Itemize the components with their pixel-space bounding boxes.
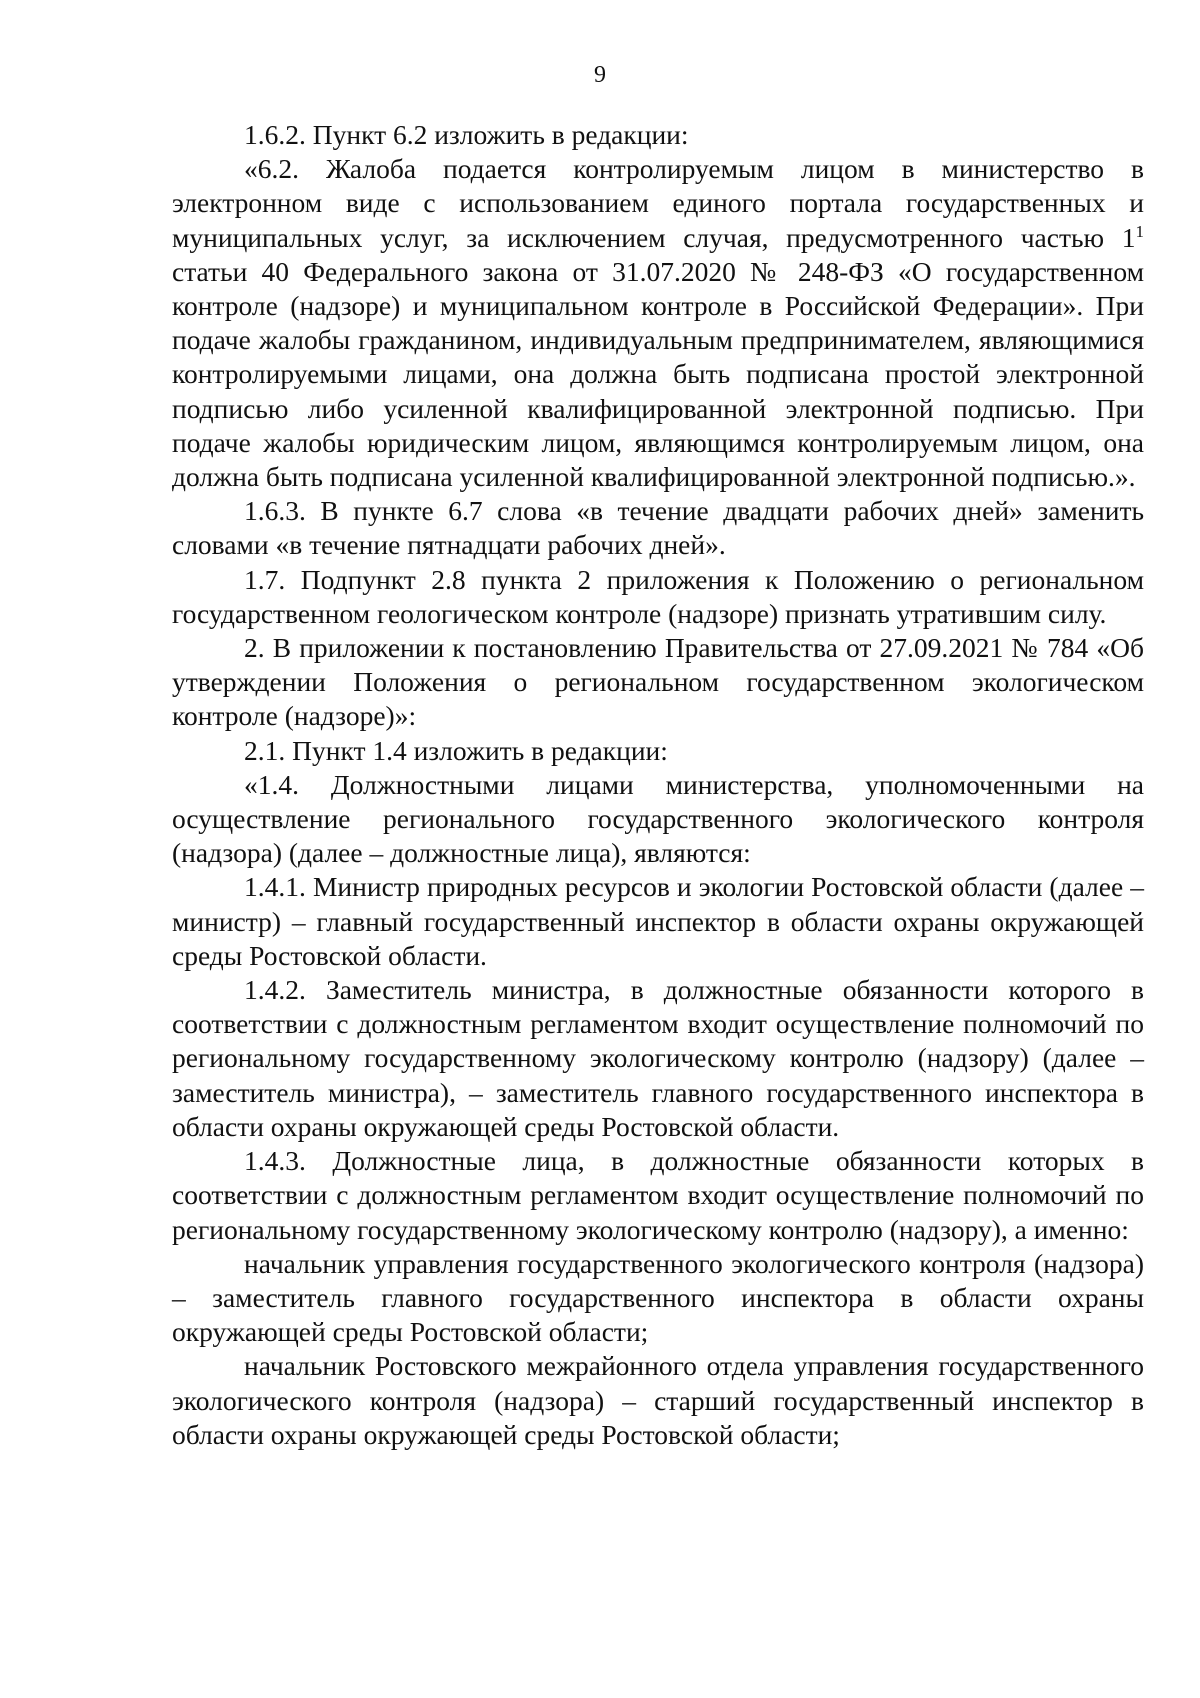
- document-body: [172, 118, 1144, 1452]
- paragraph-2-1: 2.1. Пункт 1.4 изложить в редакции:: [244, 734, 668, 766]
- paragraph-1-6-2: 1.6.2. Пункт 6.2 изложить в редакции:: [244, 119, 689, 150]
- list-item-head-of-rostov-division: начальник Ростовского межрайонного отдела управления государственного экологического контроля (надзора) – старший государственный инспектор в области охраны окружающей среды Ростовской области;: [172, 1350, 1144, 1450]
- paragraph-1-4-1: 1.4.1. Министр природных ресурсов и экологии Ростовской области (далее – министр) – главный государственный инспектор в области охраны окружающей среды Ростовской области.: [172, 871, 1144, 971]
- paragraph-6-2-text-start: «6.2. Жалоба подается контролируемым лицом в министерство в электронном виде с использованием единого портала государственных и муниципальных услуг, за исключением случая, предусмотренного частью 1: [172, 153, 1144, 253]
- paragraph-2: 2. В приложении к постановлению Правительства от 27.09.2021 № 784 «Об утверждении Положения о региональном государственном экологическом контроле (надзоре)»:: [172, 632, 1144, 732]
- list-item-head-of-department: начальник управления государственного экологического контроля (надзора) – заместитель главного государственного инспектора в области охраны окружающей среды Ростовской области;: [172, 1247, 1144, 1348]
- paragraph-6-2-text-end: статьи 40 Федерального закона от 31.07.2020 № 248-ФЗ «О государственном контроле (надзоре) и муниципальном контроле в Российской Федерации». При подаче жалобы гражданином, индивидуальным предпринимателем, являющимися контролируемыми лицами, она должна быть подписана простой электронной подписью либо усиленной квалифицированной электронной подписью. При подаче жалобы юридическим лицом, являющимся контролируемым лицом, она должна быть подписана усиленной квалифицированной электронной подписью.».: [172, 255, 1144, 493]
- superscript-footnote: 1: [1135, 221, 1144, 241]
- paragraph-1-4-3: 1.4.3. Должностные лица, в должностные обязанности которых в соответствии с должностным регламентом входит осуществление полномочий по региональному государственному экологическому контролю (надзору), а именно:: [172, 1145, 1144, 1245]
- page-number: 9: [594, 62, 606, 88]
- paragraph-1-4-2: 1.4.2. Заместитель министра, в должностные обязанности которого в соответствии с должностным регламентом входит осуществление полномочий по региональному государственному экологическому контролю (надзору) (далее – заместитель министра), – заместитель главного государственного инспектора в области охраны окружающей среды Ростовской области.: [172, 974, 1144, 1142]
- paragraph-1-7: 1.7. Подпункт 2.8 пункта 2 приложения к Положению о региональном государственном геологическом контроле (надзоре) признать утратившим силу.: [172, 563, 1144, 629]
- paragraph-1-6-3: 1.6.3. В пункте 6.7 слова «в течение двадцати рабочих дней» заменить словами «в течение пятнадцати рабочих дней».: [172, 495, 1144, 561]
- paragraph-6-2-complaint: [172, 152, 1144, 494]
- paragraph-1-4: «1.4. Должностными лицами министерства, уполномоченными на осуществление регионального государственного экологического контроля (надзора) (далее – должностные лица), являются:: [172, 768, 1144, 869]
